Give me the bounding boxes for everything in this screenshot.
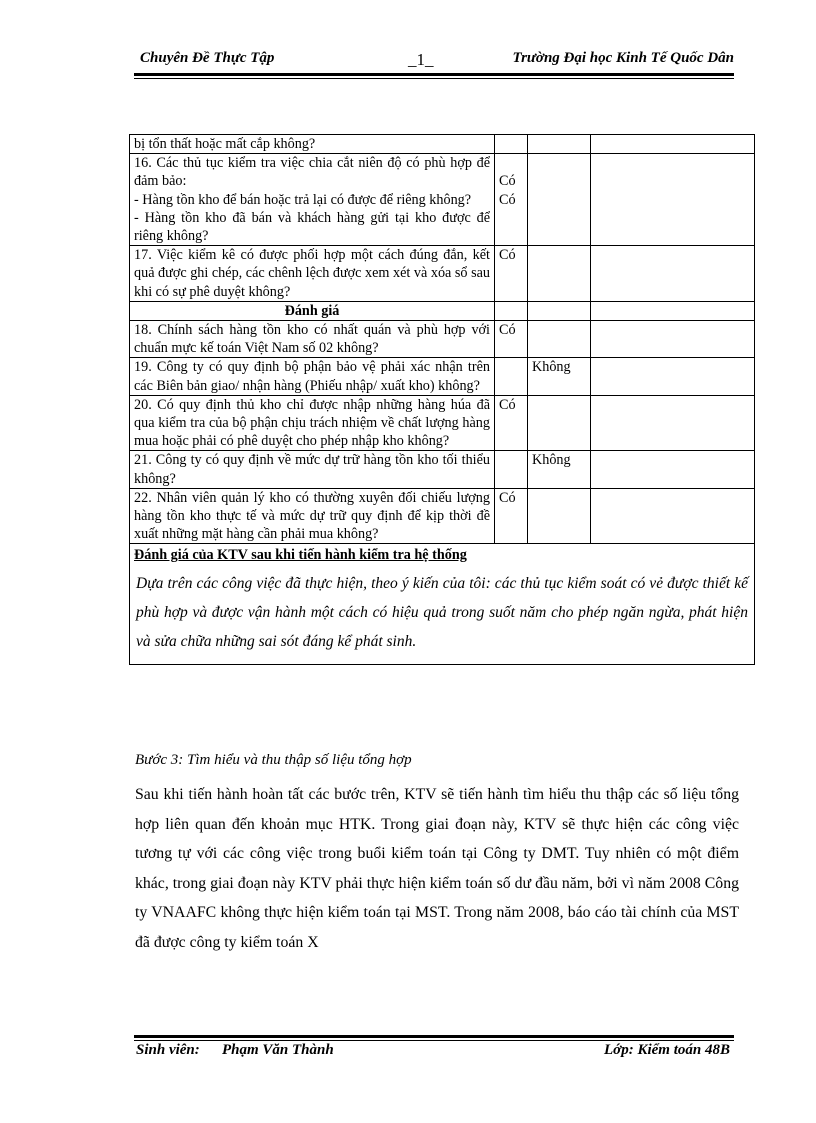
yes-cell	[495, 135, 528, 154]
table-row	[130, 358, 755, 395]
audit-checklist-table	[129, 134, 755, 665]
footer-rule-thick	[134, 1035, 734, 1038]
yes-cell: Có	[495, 321, 528, 358]
question-cell: 19. Công ty có quy định bộ phận bảo vệ phải xác nhận trên các Biên bản giao/ nhận hàng (Phiếu nhập/ xuất kho) không?	[130, 358, 495, 395]
no-cell: Không	[528, 451, 591, 488]
question-cell: bị tổn thất hoặc mất cắp không?	[130, 135, 495, 154]
table-row	[130, 321, 755, 358]
no-cell	[528, 321, 591, 358]
note-cell	[591, 154, 755, 246]
note-cell	[591, 135, 755, 154]
yes-cell: Có	[495, 246, 528, 302]
yes-cell: Có	[495, 395, 528, 451]
no-cell	[528, 246, 591, 302]
yes-cell	[495, 154, 528, 246]
header-university: Trường Đại học Kinh Tế Quốc Dân	[512, 50, 734, 66]
header-rule-thick	[134, 73, 734, 76]
no-cell: Không	[528, 358, 591, 395]
header-rule-thin	[134, 78, 734, 79]
table-row	[130, 135, 755, 154]
body-paragraph: Sau khi tiến hành hoàn tất các bước trên, KTV sẽ tiến hành tìm hiểu thu thập các số liệu tổng hợp liên quan đến khoản mục HTK. Trong giai đoạn này, KTV sẽ thực hiện các công việc tương tự với các công việc trong buổi kiểm toán tại Công ty DMT. Tuy nhiên có một điểm khác, trong giai đoạn này KTV phải thực hiện kiểm toán số dư đầu năm, bởi vì năm 2008 Công ty VNAAFC không thực hiện kiểm toán tại MST. Trong năm 2008, báo cáo tài chính của MST đã được công ty kiểm toán X	[135, 786, 739, 951]
note-cell	[591, 246, 755, 302]
question-cell: 21. Công ty có quy định về mức dự trữ hàng tồn kho tối thiểu không?	[130, 451, 495, 488]
yes-answer	[499, 154, 523, 172]
no-cell	[528, 154, 591, 246]
step-heading: Bước 3: Tìm hiểu và thu thập số liệu tổng hợp	[135, 752, 412, 768]
table-row	[130, 246, 755, 302]
table-row	[130, 451, 755, 488]
question-subitem: - Hàng tồn kho để bán hoặc trả lại có được để riêng không?	[134, 191, 472, 208]
table-row	[130, 395, 755, 451]
yes-cell	[495, 301, 528, 320]
page-footer	[136, 1042, 734, 1064]
note-cell	[591, 488, 755, 544]
footer-rule-thin	[134, 1040, 734, 1041]
question-cell: 18. Chính sách hàng tồn kho có nhất quán và phù hợp với chuẩn mực kế toán Việt Nam số 02 không?	[130, 321, 495, 358]
section-row	[130, 301, 755, 320]
note-cell	[591, 301, 755, 320]
yes-cell	[495, 358, 528, 395]
yes-answer: Có	[499, 173, 516, 190]
student-name: Phạm Văn Thành	[222, 1042, 334, 1058]
question-cell: 22. Nhân viên quản lý kho có thường xuyên đối chiếu lượng hàng tồn kho thực tế và mức dự trữ quy định để kịp thời đề xuất những mặt hàng cần phải mua không?	[130, 488, 495, 544]
note-cell	[591, 395, 755, 451]
table-row	[130, 154, 755, 246]
note-cell	[591, 321, 755, 358]
no-cell	[528, 135, 591, 154]
no-cell	[528, 301, 591, 320]
no-cell	[528, 488, 591, 544]
class-label: Lớp: Kiểm toán 48B	[604, 1042, 730, 1058]
header-report-title: Chuyên Đề Thực Tập	[140, 50, 275, 66]
evaluation-cell	[130, 544, 755, 664]
question-subitem: - Hàng tồn kho đã bán và khách hàng gửi tại kho được để riêng không?	[134, 209, 490, 245]
page-number: _1_	[408, 50, 434, 69]
yes-cell: Có	[495, 488, 528, 544]
question-cell: 20. Có quy định thủ kho chỉ được nhập những hàng húa đã qua kiểm tra của bộ phận chịu trách nhiệm về chất lượng hàng mua hoặc phải có phê duyệt cho phép nhập kho không?	[130, 395, 495, 451]
question-cell	[130, 154, 495, 246]
section-title: Đánh giá	[130, 301, 495, 320]
note-cell	[591, 451, 755, 488]
question-text: 16. Các thủ tục kiểm tra việc chia cắt niên độ có phù hợp để đảm bảo:	[134, 155, 490, 190]
evaluation-text: Dựa trên các công việc đã thực hiện, theo ý kiến của tôi: các thủ tục kiểm soát có vẻ được thiết kế phù hợp và được vận hành một cách có hiệu quả trong suốt năm cho phép ngăn ngừa, phát hiện và sửa chữa những sai sót đáng kể phát sinh.	[136, 574, 748, 650]
no-cell	[528, 395, 591, 451]
note-cell	[591, 358, 755, 395]
yes-cell	[495, 451, 528, 488]
table-row	[130, 488, 755, 544]
question-cell: 17. Việc kiểm kê có được phối hợp một cách đúng đắn, kết quả được ghi chép, các chênh lệch được xem xét và xóa sổ sau khi có sự phê duyệt không?	[130, 246, 495, 302]
evaluation-title: Đánh giá của KTV sau khi tiến hành kiểm tra hệ thống	[134, 547, 467, 564]
student-label: Sinh viên:	[136, 1042, 200, 1058]
yes-answer: Có	[499, 191, 516, 208]
page-header	[136, 48, 734, 74]
evaluation-row	[130, 544, 755, 664]
